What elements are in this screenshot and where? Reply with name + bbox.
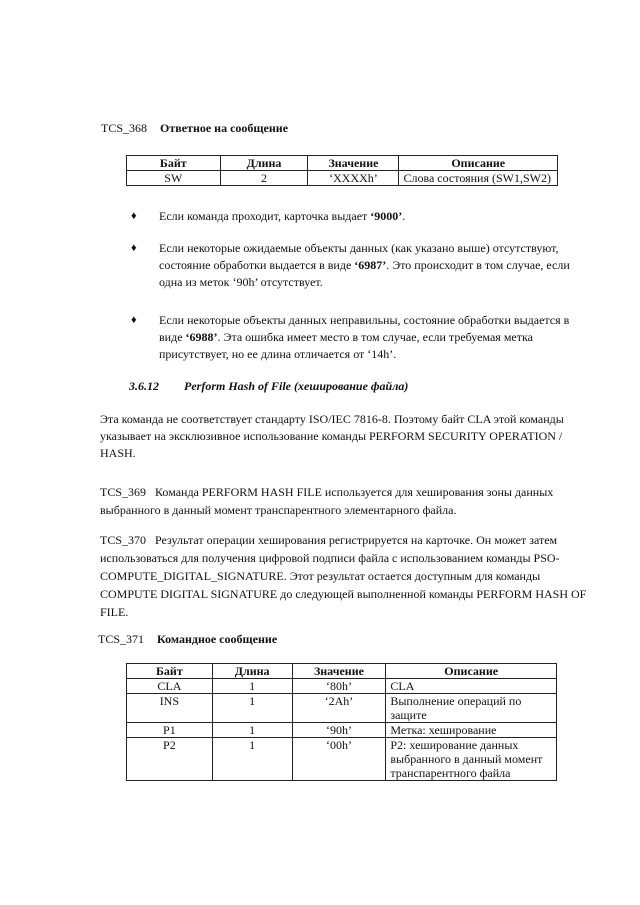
table-row [127,679,557,694]
cell-length: 1 [212,679,292,694]
cell-byte: CLA [127,679,213,694]
req-title: Ответное на сообщение [160,121,289,135]
command-table [126,663,557,781]
section-number: 3.6.12 [129,379,159,393]
header-byte: Байт [127,156,221,171]
header-length: Длина [212,664,292,679]
bullet-text: Если команда проходит, карточка выдает ‘9000’. [159,209,406,223]
status-code: ‘6987’ [354,258,387,272]
response-table [126,155,558,186]
header-value: Значение [308,156,399,171]
cell-length: 1 [212,694,292,723]
header-description: Описание [399,156,558,171]
status-code: ‘9000’ [370,209,403,223]
cell-length: 1 [212,738,292,781]
cell-byte: P2 [127,738,213,781]
section-heading [129,379,408,394]
cell-description: CLA [386,679,557,694]
table-row [127,738,557,781]
req-id: TCS_370 [100,533,147,547]
status-code: ‘6988’ [185,330,218,344]
cell-byte: P1 [127,723,213,738]
req-368-heading [101,121,288,136]
cell-value: ‘00h’ [292,738,386,781]
table-row [127,723,557,738]
cell-byte: SW [127,171,221,186]
req-id: TCS_368 [101,121,148,135]
header-value: Значение [292,664,386,679]
table-row [127,171,558,186]
bullet-icon: ♦ [131,210,137,222]
req-text: Команда PERFORM HASH FILE используется для хеширования зоны данных выбранного в данный момент транспарентного элементарного файла. [100,485,554,517]
req-text: Результат операции хеширования регистрируется на карточке. Он может затем использоваться для получения цифровой подписи файла с использованием команды PSO-COMPUTE_DIGITAL_SIGNATURE. Этот результат остается доступным для команды COMPUTE DIGITAL SIGNATURE до следующей выполненной команды PERFORM HASH OF FILE. [100,533,587,619]
req-370-paragraph [100,531,590,621]
bullet-text: Если некоторые ожидаемые объекты данных (как указано выше) отсутствуют, состояние обработки выдается в виде ‘6987’. Это происходит в том случае, если одна из меток ‘90h’ отсутствует. [159,241,570,289]
table-header-row [127,156,558,171]
req-371-heading [98,632,277,647]
header-length: Длина [220,156,308,171]
req-title: Командное сообщение [157,632,278,646]
cell-value: ‘90h’ [292,723,386,738]
cell-description: Слова состояния (SW1,SW2) [399,171,558,186]
intro-paragraph: Эта команда не соответствует стандарту ISO/IEC 7816-8. Поэтому байт CLA этой команды указывает на эксклюзивное использование команды PERFORM SECURITY OPERATION / HASH. [100,412,564,460]
cell-description: P2: хеширование данных выбранного в данный момент транспарентного файла [386,738,557,781]
bullet-icon: ♦ [131,314,137,326]
cell-length: 2 [220,171,308,186]
bullet-icon: ♦ [131,242,137,254]
cell-value: ‘2Ah’ [292,694,386,723]
req-id: TCS_369 [100,485,147,499]
req-369-paragraph [100,483,590,519]
req-id: TCS_371 [98,632,145,646]
cell-description: Выполнение операций по защите [386,694,557,723]
section-title: Perform Hash of File (хеширование файла) [184,379,409,393]
table-header-row [127,664,557,679]
cell-length: 1 [212,723,292,738]
cell-description: Метка: хеширование [386,723,557,738]
header-byte: Байт [127,664,213,679]
cell-value: ‘XXXXh’ [308,171,399,186]
bullet-text: Если некоторые объекты данных неправильны, состояние обработки выдается в виде ‘6988’. Эта ошибка имеет место в том случае, если требуемая метка присутствует, но ее длина отличается от ‘14h’. [159,313,570,361]
table-row [127,694,557,723]
header-description: Описание [386,664,557,679]
cell-byte: INS [127,694,213,723]
cell-value: ‘80h’ [292,679,386,694]
